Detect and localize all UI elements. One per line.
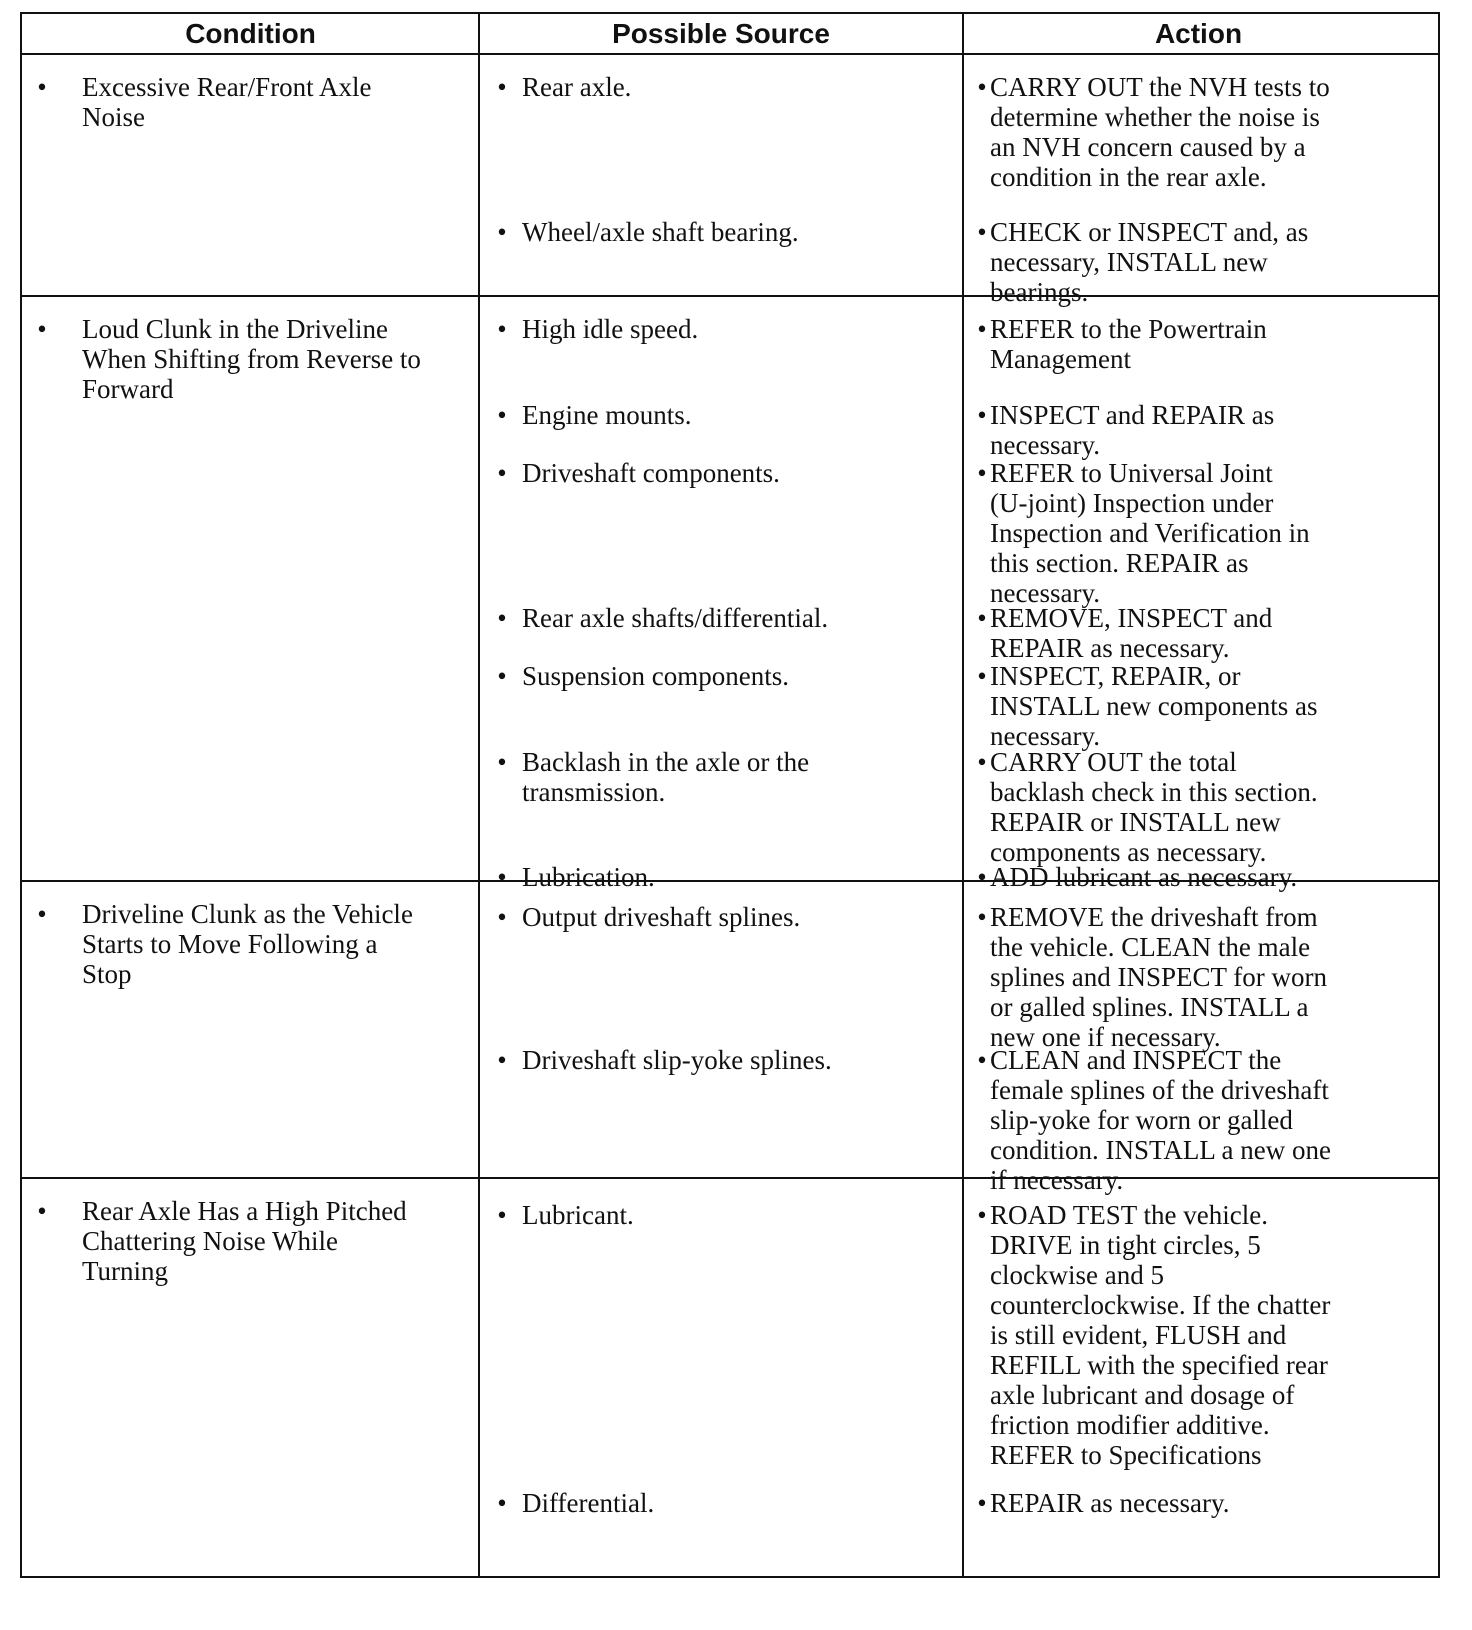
header-possible-source: Possible Source bbox=[612, 18, 830, 49]
troubleshooting-table bbox=[20, 12, 1440, 1578]
bullet-icon: • bbox=[977, 400, 987, 430]
source-cell-text: Lubrication. bbox=[522, 862, 655, 892]
bullet-icon: • bbox=[497, 72, 507, 102]
source-cell-text: Wheel/axle shaft bearing. bbox=[522, 217, 799, 247]
bullet-icon: • bbox=[977, 902, 987, 932]
source-cell-text: Rear axle shafts/differential. bbox=[522, 603, 829, 633]
action-cell-text: REPAIR as necessary. bbox=[990, 1488, 1230, 1518]
action-cell-text: REFER to Universal Joint (U-joint) Inspection under Inspection and Verification in this section. REPAIR as necessary. bbox=[990, 458, 1310, 608]
action-cell-text: ADD lubricant as necessary. bbox=[990, 862, 1298, 892]
action-cell-text: ROAD TEST the vehicle. DRIVE in tight circles, 5 clockwise and 5 counterclockwise. If the chatter is still evident, FLUSH and REFILL with the specified rear axle lubricant and dosage of friction modifier additive. REFER to Specifications bbox=[990, 1200, 1331, 1470]
bullet-icon: • bbox=[497, 902, 507, 932]
source-cell-text: Driveshaft slip-yoke splines. bbox=[522, 1045, 832, 1075]
bullet-icon: • bbox=[977, 1200, 987, 1230]
bullet-icon: • bbox=[977, 747, 987, 777]
action-cell-text: CARRY OUT the total backlash check in this section. REPAIR or INSTALL new components as necessary. bbox=[990, 747, 1318, 867]
source-cell-text: Differential. bbox=[522, 1488, 655, 1518]
source-cell-text: Rear axle. bbox=[522, 72, 632, 102]
bullet-icon: • bbox=[977, 1045, 987, 1075]
bullet-icon: • bbox=[977, 314, 987, 344]
bullet-icon: • bbox=[497, 314, 507, 344]
bullet-icon: • bbox=[37, 899, 47, 929]
bullet-icon: • bbox=[497, 458, 507, 488]
column-divider bbox=[962, 14, 964, 1576]
source-cell-text: Engine mounts. bbox=[522, 400, 692, 430]
bullet-icon: • bbox=[497, 1045, 507, 1075]
header-action: Action bbox=[1154, 18, 1243, 49]
action-cell-text: REFER to the Powertrain Management bbox=[990, 314, 1267, 374]
bullet-icon: • bbox=[497, 400, 507, 430]
bullet-icon: • bbox=[497, 747, 507, 777]
action-cell-text: REMOVE, INSPECT and REPAIR as necessary. bbox=[990, 603, 1273, 663]
bullet-icon: • bbox=[497, 603, 507, 633]
bullet-icon: • bbox=[977, 661, 987, 691]
bullet-icon: • bbox=[497, 1200, 507, 1230]
condition-cell-text: Driveline Clunk as the Vehicle Starts to Move Following a Stop bbox=[82, 899, 413, 989]
action-cell-text: INSPECT and REPAIR as necessary. bbox=[990, 400, 1275, 460]
condition-cell-text: Loud Clunk in the Driveline When Shifting from Reverse to Forward bbox=[82, 314, 421, 404]
bullet-icon: • bbox=[497, 1488, 507, 1518]
bullet-icon: • bbox=[977, 458, 987, 488]
bullet-icon: • bbox=[37, 314, 47, 344]
bullet-icon: • bbox=[497, 661, 507, 691]
condition-cell-text: Excessive Rear/Front Axle Noise bbox=[82, 72, 372, 132]
source-cell-text: Driveshaft components. bbox=[522, 458, 780, 488]
bullet-icon: • bbox=[977, 1488, 987, 1518]
bullet-icon: • bbox=[977, 603, 987, 633]
bullet-icon: • bbox=[37, 1196, 47, 1226]
source-cell-text: Suspension components. bbox=[522, 661, 789, 691]
column-divider bbox=[478, 14, 480, 1576]
source-cell-text: High idle speed. bbox=[522, 314, 699, 344]
bullet-icon: • bbox=[977, 862, 987, 892]
source-cell-text: Backlash in the axle or the transmission. bbox=[522, 747, 810, 807]
action-cell-text: INSPECT, REPAIR, or INSTALL new components as necessary. bbox=[990, 661, 1318, 751]
bullet-icon: • bbox=[977, 72, 987, 102]
header-condition: Condition bbox=[185, 18, 316, 49]
action-cell-text: CARRY OUT the NVH tests to determine whether the noise is an NVH concern caused by a condition in the rear axle. bbox=[990, 72, 1330, 192]
bullet-icon: • bbox=[497, 862, 507, 892]
source-cell-text: Output driveshaft splines. bbox=[522, 902, 801, 932]
bullet-icon: • bbox=[37, 72, 47, 102]
action-cell-text: CHECK or INSPECT and, as necessary, INSTALL new bearings. bbox=[990, 217, 1309, 307]
action-cell-text: REMOVE the driveshaft from the vehicle. CLEAN the male splines and INSPECT for worn or galled splines. INSTALL a new one if necessary. bbox=[990, 902, 1327, 1052]
bullet-icon: • bbox=[497, 217, 507, 247]
action-cell-text: CLEAN and INSPECT the female splines of the driveshaft slip-yoke for worn or galled condition. INSTALL a new one if necessary. bbox=[990, 1045, 1332, 1195]
bullet-icon: • bbox=[977, 217, 987, 247]
condition-cell-text: Rear Axle Has a High Pitched Chattering Noise While Turning bbox=[82, 1196, 407, 1286]
source-cell-text: Lubricant. bbox=[522, 1200, 634, 1230]
